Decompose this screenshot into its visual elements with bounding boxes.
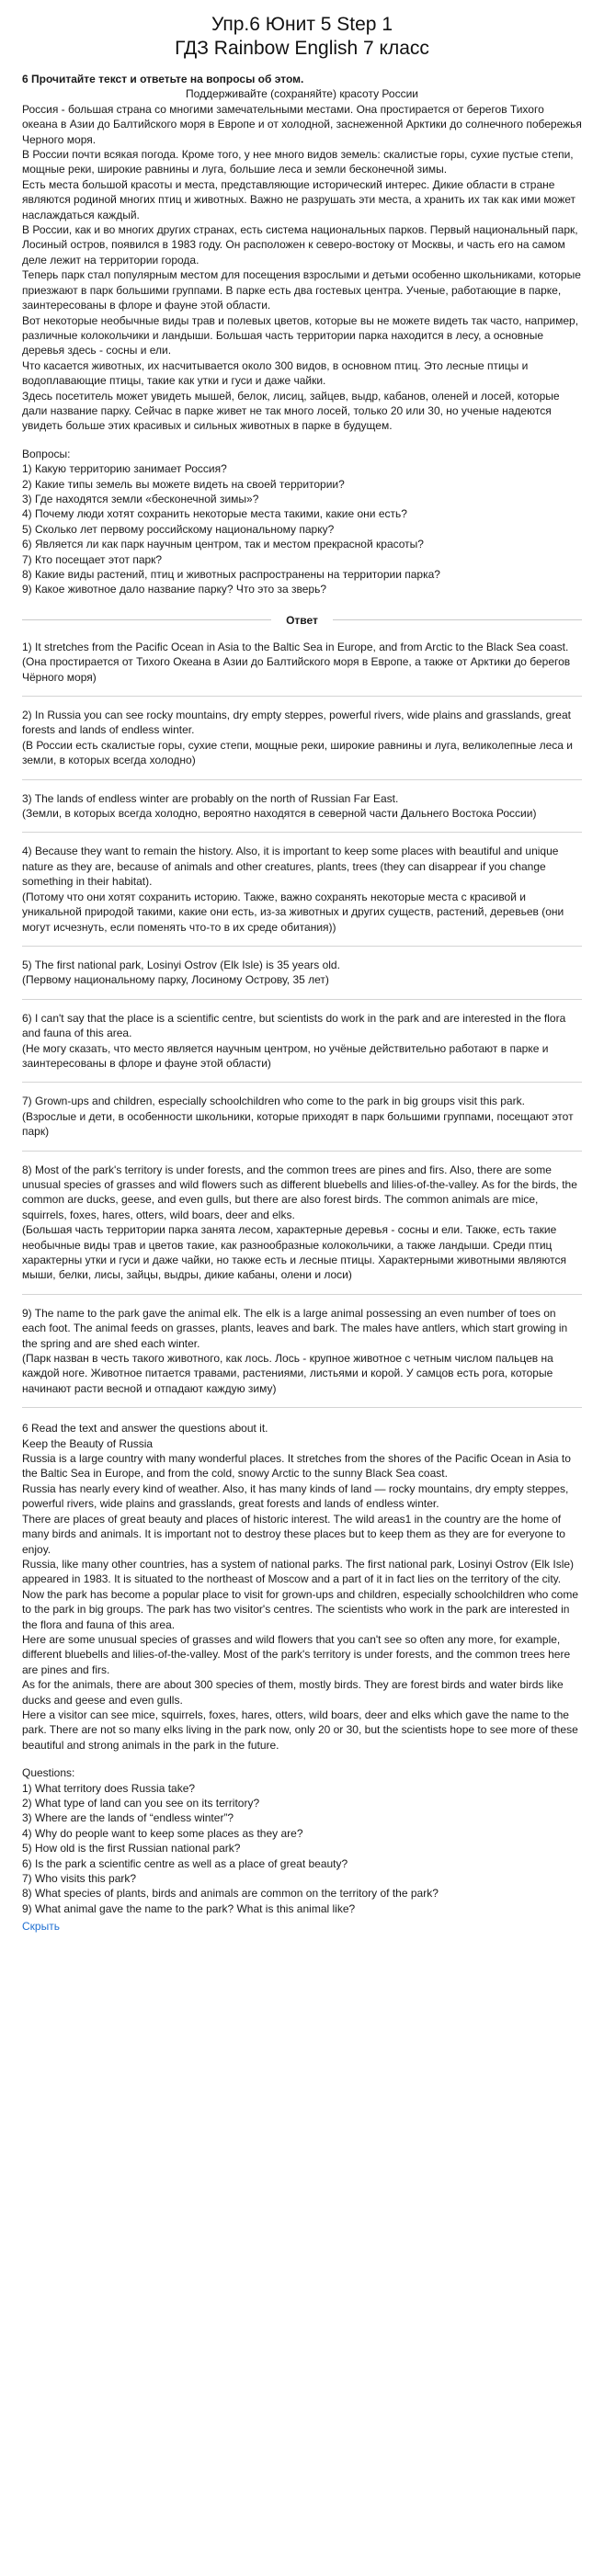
paragraph-en: Here a visitor can see mice, squirrels, foxes, hares, otters, wild boars, deer and elks which gave the name to the park. There are not so many elks living in the park now, only 20 or 30, but the scientists hope to see more of these beautiful and strong animals in the park in the future. (22, 1708, 578, 1752)
title-line-1: Упр.6 Юнит 5 Step 1 (211, 14, 393, 35)
title-line-2: ГДЗ Rainbow English 7 класс (175, 38, 429, 59)
answer-ru: (Не могу сказать, что место является научным центром, но учёные действительно работают в парке и заинтересованы в флоре и фауне этой области) (22, 1041, 549, 1070)
question-en: 2) What type of land can you see on its territory? (22, 1797, 260, 1810)
paragraph-ru: Есть места большой красоты и места, представляющие исторический интерес. Дикие области в стране являются родиной многих птиц и животных. Важно не разрушать эти места, а хранить их так как ими может наслаждаться каждый. (22, 177, 576, 221)
paragraph-en: Russia is a large country with many wonderful places. It stretches from the shores of the Pacific Ocean in Asia to the Baltic Sea in Europe, and from the cold, snowy Arctic to the sunny Black Sea coast. (22, 1452, 571, 1481)
answer-ru: (Она простирается от Тихого Океана в Азии до Балтийского моря в Европе, а также от Арктики до берегов Чёрного моря) (22, 655, 571, 684)
answer-separator (22, 999, 582, 1000)
question-ru: 7) Кто посещает этот парк? (22, 552, 163, 566)
question-en: 6) Is the park a scientific centre as well as a place of great beauty? (22, 1856, 348, 1870)
answer-en: 1) It stretches from the Pacific Ocean in Asia to the Baltic Sea in Europe, and from Arctic to the Black Sea coast. (22, 640, 569, 653)
paragraph-ru: Что касается животных, их насчитывается около 300 видов, в основном птиц. Это лесные птицы и водоплавающие птицы, такие как утки и гуси и даже чайки. (22, 358, 529, 388)
answer-divider (22, 614, 582, 627)
answer-item (22, 791, 582, 822)
questions-ru (22, 447, 582, 597)
question-ru: 6) Является ли как парк научным центром, так и местом прекрасной красоты? (22, 538, 424, 551)
answer-ru: (Земли, в которых всегда холодно, вероятно находятся в северной части Дальнего Востока России) (22, 807, 537, 821)
question-en: 1) What territory does Russia take? (22, 1781, 196, 1795)
answer-ru: (В России есть скалистые горы, сухие степи, мощные реки, широкие равнины и луга, великолепные леса и земли, в которых всегда холодно) (22, 738, 574, 767)
questions-label-ru: Вопросы: (22, 447, 71, 460)
answer-separator (22, 1294, 582, 1295)
text-body-ru (22, 102, 582, 434)
question-ru: 2) Какие типы земель вы можете видеть на своей территории? (22, 477, 345, 491)
answer-ru: (Большая часть территории парка занята лесом, характерные деревья - сосны и ели. Также, есть такие необычные виды трав и цветов такие, как разнообразные колокольчики, а также ландыши. Среди птиц характерны утки и гуси и даже чайки, но также есть и лесные птицы. Характерными животными являются мыши, белки, лисы, зайцы, выдры, дикие кабаны, олени и лоси) (22, 1223, 566, 1282)
paragraph-ru: Вот некоторые необычные виды трав и полевых цветов, которые вы не можете видеть так часто, например, различные колокольчики и ландыши. Большая часть территории парка находится в лесу, а основные деревья здесь - сосны и ели. (22, 313, 579, 357)
answer-separator (22, 1082, 582, 1083)
answer-item (22, 958, 582, 988)
page (22, 0, 582, 1935)
answer-heading: Ответ (286, 613, 318, 627)
paragraph-en: Now the park has become a popular place to visit for grown-ups and children, especially schoolchildren who come to the park in big groups. The park has two visitor's centres. The scientists who work in the park are interested in the flora and fauna of this area. (22, 1587, 578, 1631)
questions-en (22, 1765, 582, 1916)
question-ru: 5) Сколько лет первому российскому национальному парку? (22, 522, 335, 536)
answer-separator (22, 832, 582, 833)
text-title-ru: Поддерживайте (сохраняйте) красоту России (186, 87, 418, 101)
question-ru: 1) Какую территорию занимает Россия? (22, 462, 227, 476)
paragraph-en: Russia, like many other countries, has a system of national parks. The first national park, Losinyi Ostrov (Elk Isle) appeared in 1983. It is situated to the northeast of Moscow and a part of it in fact lies on the territory of the city. (22, 1557, 575, 1586)
question-ru: 9) Какое животное дало название парку? Что это за зверь? (22, 583, 327, 596)
answer-item (22, 1163, 582, 1283)
answer-ru: (Первому национальному парку, Лосиному Острову, 35 лет) (22, 973, 329, 987)
task-heading-ru: 6 Прочитайте текст и ответьте на вопросы об этом. (22, 73, 304, 85)
questions-list-ru (22, 461, 582, 597)
question-en: 7) Who visits this park? (22, 1872, 137, 1886)
paragraph-ru: В России почти всякая погода. Кроме того, у нее много видов земель: скалистые горы, сухие пустые степи, мощные реки, широкие равнины и луга, большие леса и земли бесконечной зимы. (22, 148, 574, 176)
answer-ru: (Взрослые и дети, в особенности школьники, которые приходят в парк большими группами, посещают этот парк) (22, 1109, 574, 1139)
answer-en: 7) Grown-ups and children, especially schoolchildren who come to the park in big groups visit this park. (22, 1095, 525, 1108)
answer-ru: (Парк назван в честь такого животного, как лось. Лось - крупное животное с четным числом пальцев на каждой ноге. Животное питается травами, растениями, листьями и корой. У самцов есть рога, которые начинают расти весной и отпадают каждую зиму) (22, 1352, 553, 1395)
answer-separator (22, 1151, 582, 1152)
hide-link[interactable]: Скрыть (22, 1920, 60, 1934)
question-ru: 3) Где находятся земли «бесконечной зимы»? (22, 492, 259, 505)
paragraph-ru: Россия - большая страна со многими замечательными местами. Она простирается от берегов Тихого океана в Азии до Балтийского моря в Европе и от холодной, заснеженной Арктики до солнечного побережья Черного моря. (22, 102, 582, 146)
question-en: 4) Why do people want to keep some places as they are? (22, 1826, 303, 1840)
text-body-en (22, 1451, 582, 1753)
paragraph-en: As for the animals, there are about 300 species of them, mostly birds. They are forest birds and water birds like ducks and geese and even gulls. (22, 1678, 564, 1707)
page-title (22, 13, 582, 61)
answer-item (22, 844, 582, 934)
answer-en: 2) In Russia you can see rocky mountains, dry empty steppes, powerful rivers, wide plains and grasslands, great forests and lands of endless winter. (22, 709, 571, 737)
answer-en: 3) The lands of endless winter are probably on the north of Russian Far East. (22, 791, 399, 805)
paragraph-ru: Теперь парк стал популярным местом для посещения взрослыми и детьми особенно школьниками, которые приезжают в парк большими группами. В парке есть два гостевых центра. Ученые, работающие в парке, заинтересованы в флоре и фауне этой области. (22, 268, 581, 312)
answer-en: 9) The name to the park gave the animal elk. The elk is a large animal possessing an even number of toes on each foot. The animal feeds on grasses, plants, leaves and bark. The males have antlers, which start growing in the spring and are shed each winter. (22, 1306, 568, 1350)
paragraph-en: Russia has nearly every kind of weather. Also, it has many kinds of land — rocky mountains, dry empty steppes, powerful rivers, wide plains and grasslands, great forests and lands of endless winter. (22, 1481, 569, 1511)
question-en: 9) What animal gave the name to the park? What is this animal like? (22, 1901, 356, 1915)
questions-list-en (22, 1781, 582, 1917)
divider-line-right (333, 619, 582, 620)
paragraph-en: There are places of great beauty and places of historic interest. The wild areas1 in the country are the home of many birds and animals. It is important not to destroy these places but to keep them as they are for everyone to enjoy. (22, 1512, 565, 1556)
answer-en: 8) Most of the park's territory is under forests, and the common trees are pines and firs. Also, there are some unusual species of grasses and wild flowers such as different bluebells and lilies-of-the-valley. As for the birds, the common are ducks, geese, and even gulls, but there are also forest birds. The common animals are mice, squirrels, foxes, hares, otters, wild boars, deer and elks. (22, 1163, 577, 1221)
divider-line-left (22, 619, 271, 620)
answer-item (22, 708, 582, 768)
english-section (22, 1421, 582, 1753)
answer-en: 5) The first national park, Losinyi Ostrov (Elk Isle) is 35 years old. (22, 958, 340, 971)
question-en: 5) How old is the first Russian national park? (22, 1842, 241, 1855)
answer-item (22, 1306, 582, 1396)
answer-separator (22, 946, 582, 947)
question-ru: 4) Почему люди хотят сохранить некоторые места такими, какие они есть? (22, 507, 407, 521)
question-en: 8) What species of plants, birds and animals are common on the territory of the park? (22, 1887, 439, 1901)
question-ru: 8) Какие виды растений, птиц и животных распространены на территории парка? (22, 568, 440, 581)
question-en: 3) Where are the lands of “endless winter”? (22, 1811, 234, 1825)
answer-separator (22, 1407, 582, 1408)
answer-separator (22, 696, 582, 697)
answer-item (22, 1011, 582, 1072)
paragraph-en: Here are some unusual species of grasses and wild flowers that you can't see so often any more, for example, different bluebells and lilies-of-the-valley. Most of the park's territory is under forests, and the common trees here are pines and firs. (22, 1632, 571, 1676)
answer-en: 4) Because they want to remain the history. Also, it is important to keep some places with beautiful and unique nature as they are, because of animals and other creatures, plants, trees (they can disappear if you change something in their habitat). (22, 845, 559, 889)
text-title-en: Keep the Beauty of Russia (22, 1436, 154, 1450)
answer-ru: (Потому что они хотят сохранить историю. Также, важно сохранять некоторые места с красивой и уникальной природой такими, какие они есть, из-за животных и других существ, растений, деревьев (они могут исчезнуть, если поменять что-то в их среде обитания)) (22, 890, 564, 934)
task-heading-en: 6 Read the text and answer the questions about it. (22, 1422, 268, 1436)
answer-item (22, 1094, 582, 1139)
answer-en: 6) I can't say that the place is a scientific centre, but scientists do work in the park and are interested in the flora and fauna of this area. (22, 1011, 566, 1040)
answer-item (22, 640, 582, 685)
paragraph-ru: В России, как и во многих других странах, есть система национальных парков. Первый национальный парк, Лосиный остров, появился в 1983 году. Он расположен к северо-востоку от Москвы, и часть его на самом деле лежит на территории города. (22, 223, 578, 267)
questions-label-en: Questions: (22, 1766, 75, 1780)
answers-list (22, 640, 582, 1408)
paragraph-ru: Здесь посетитель может увидеть мышей, белок, лисиц, зайцев, выдр, кабанов, оленей и лосей, которые дали название парку. Сейчас в парке живет не так много лосей, только 20 или 30, но ученые надеются увидеть больше этих красивых и сильных животных в парке в будущем. (22, 389, 560, 433)
answer-separator (22, 779, 582, 780)
